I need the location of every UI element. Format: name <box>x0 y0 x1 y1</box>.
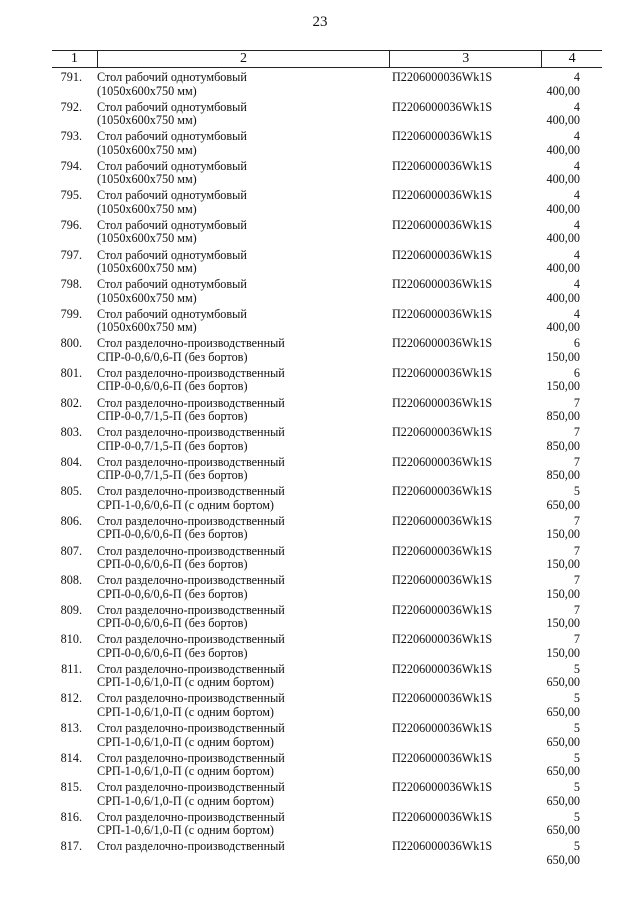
table-row <box>52 515 602 545</box>
item-name-line-1: Стол рабочий однотумбовый <box>97 99 247 114</box>
item-name-line-1: Стол разделочно-производственный <box>97 780 285 795</box>
item-name <box>96 308 382 338</box>
item-code: П2206000036Wk1S <box>392 129 493 144</box>
item-name <box>96 752 382 782</box>
item-price: 5 650,00 <box>546 809 580 838</box>
item-code: П2206000036Wk1S <box>392 395 493 410</box>
item-price: 5 650,00 <box>546 839 580 867</box>
table-row <box>52 604 602 634</box>
item-code: П2206000036Wk1S <box>392 809 493 824</box>
item-name <box>96 692 382 722</box>
item-name <box>96 722 382 752</box>
table-row <box>52 367 602 397</box>
item-name <box>96 101 382 131</box>
table-row <box>52 752 602 782</box>
item-name-line-2: СРП-0-0,6/0,6-П (без бортов) <box>97 645 248 660</box>
item-price: 4 400,00 <box>546 277 580 305</box>
item-code: П2206000036Wk1S <box>392 158 493 173</box>
row-number: 799. <box>60 306 82 321</box>
item-code: П2206000036Wk1S <box>392 632 493 647</box>
row-number: 811. <box>61 661 82 676</box>
item-name-line-2: СРП-1-0,6/1,0-П (с одним бортом) <box>97 675 274 690</box>
item-name-line-1: Стол разделочно-производственный <box>97 691 285 706</box>
item-price: 4 400,00 <box>546 306 580 335</box>
row-number: 807. <box>60 543 82 558</box>
item-name-line-1: Стол разделочно-производственный <box>97 365 285 380</box>
item-name-line-2: СРП-1-0,6/0,6-П (с одним бортом) <box>97 497 274 512</box>
table-row <box>52 722 602 752</box>
row-number: 812. <box>60 691 82 706</box>
item-price: 5 650,00 <box>546 484 580 512</box>
item-name-line-1: Стол разделочно-производственный <box>97 750 285 765</box>
table-row <box>52 160 602 190</box>
table-row <box>52 249 602 279</box>
item-name-line-1: Стол разделочно-производственный <box>97 543 285 558</box>
table-row <box>52 130 602 160</box>
item-name-line-2: СРП-0-0,6/0,6-П (без бортов) <box>97 586 248 601</box>
table-row <box>52 485 602 515</box>
item-price: 5 650,00 <box>546 750 580 779</box>
item-name-line-1: Стол разделочно-производственный <box>97 484 285 499</box>
item-price: 7 150,00 <box>546 602 580 631</box>
table-row <box>52 189 602 219</box>
table-row <box>52 663 602 693</box>
item-code: П2206000036Wk1S <box>392 188 493 203</box>
item-name-line-1: Стол разделочно-производственный <box>97 425 285 440</box>
item-name-line-1: Стол разделочно-производственный <box>97 336 285 351</box>
row-number: 805. <box>60 484 82 499</box>
item-name-line-2: СРП-0-0,6/0,6-П (без бортов) <box>97 557 248 571</box>
table-row <box>52 101 602 131</box>
item-name-line-2: СПР-0-0,7/1,5-П (без бортов) <box>97 409 248 424</box>
item-name <box>96 337 382 367</box>
item-code: П2206000036Wk1S <box>392 336 493 351</box>
item-name-line-1: Стол рабочий однотумбовый <box>97 306 247 321</box>
item-price: 5 650,00 <box>546 661 580 690</box>
item-name-line-1: Стол рабочий однотумбовый <box>97 188 247 203</box>
table-row <box>52 811 602 841</box>
item-name <box>96 663 382 693</box>
item-name-line-2: (1050x600x750 мм) <box>97 231 197 246</box>
page-number: 23 <box>312 14 328 30</box>
item-name-line-1: Стол разделочно-производственный <box>97 513 285 528</box>
item-name <box>96 219 382 249</box>
item-price: 7 150,00 <box>546 543 580 571</box>
table-row <box>52 781 602 811</box>
header-col-2: 2 <box>97 51 389 67</box>
row-number: 813. <box>60 721 82 736</box>
item-code: П2206000036Wk1S <box>392 573 493 588</box>
item-price: 4 400,00 <box>546 188 580 216</box>
item-price: 4 400,00 <box>546 247 580 276</box>
item-code: П2206000036Wk1S <box>392 365 493 380</box>
item-name-line-2: (1050x600x750 мм) <box>97 142 197 157</box>
item-name <box>96 397 382 427</box>
row-number: 792. <box>60 99 82 114</box>
item-price: 7 850,00 <box>546 454 580 483</box>
item-price: 4 400,00 <box>546 217 580 246</box>
table-row <box>52 456 602 486</box>
item-name-line-1: Стол разделочно-производственный <box>97 602 285 617</box>
row-number: 809. <box>60 602 82 617</box>
item-name-line-1: Стол рабочий однотумбовый <box>97 247 247 262</box>
item-price: 6 150,00 <box>546 365 580 394</box>
row-number: 796. <box>60 217 82 232</box>
item-price: 7 850,00 <box>546 425 580 453</box>
row-number: 803. <box>60 425 82 440</box>
item-name-line-1: Стол рабочий однотумбовый <box>97 277 247 292</box>
item-name-line-2: СРП-1-0,6/1,0-П (с одним бортом) <box>97 734 274 749</box>
item-price: 5 650,00 <box>546 691 580 719</box>
row-number: 815. <box>60 780 82 795</box>
item-name-line-2: (1050x600x750 мм) <box>97 290 197 305</box>
item-name <box>96 130 382 160</box>
table-row <box>52 574 602 604</box>
item-name-line-2: СРП-0-0,6/0,6-П (без бортов) <box>97 616 248 631</box>
row-number: 794. <box>60 158 82 173</box>
item-name <box>96 515 382 545</box>
item-name-line-2: СПР-0-0,7/1,5-П (без бортов) <box>97 438 248 453</box>
item-name-line-1: Стол рабочий однотумбовый <box>97 158 247 173</box>
row-number: 806. <box>60 513 82 528</box>
row-number: 816. <box>60 809 82 824</box>
row-number: 800. <box>60 336 82 351</box>
item-name-line-1: Стол рабочий однотумбовый <box>97 70 247 84</box>
item-name <box>96 811 382 841</box>
item-name-line-2: (1050x600x750 мм) <box>97 113 197 128</box>
item-name-line-2: СРП-1-0,6/1,0-П (с одним бортом) <box>97 764 274 779</box>
item-price: 4 400,00 <box>546 99 580 128</box>
item-name-line-2: (1050x600x750 мм) <box>97 320 197 335</box>
item-name-line-1: Стол рабочий однотумбовый <box>97 129 247 144</box>
header-col-3: 3 <box>389 51 541 67</box>
row-number: 802. <box>60 395 82 410</box>
item-name-line-1: Стол разделочно-производственный <box>97 809 285 824</box>
item-name <box>96 633 382 663</box>
item-name-line-2: (1050x600x750 мм) <box>97 201 197 216</box>
item-name-line-2: СРП-1-0,6/1,0-П (с одним бортом) <box>97 823 274 838</box>
item-name-line-1: Стол разделочно-производственный <box>97 839 285 854</box>
item-code: П2206000036Wk1S <box>392 306 493 321</box>
row-number: 791. <box>60 70 82 84</box>
item-name-line-2: СПР-0-0,6/0,6-П (без бортов) <box>97 349 248 364</box>
row-number: 795. <box>60 188 82 203</box>
item-name <box>96 426 382 456</box>
item-code: П2206000036Wk1S <box>392 247 493 262</box>
item-price: 5 650,00 <box>546 721 580 749</box>
row-number: 798. <box>60 277 82 292</box>
table-row <box>52 278 602 308</box>
item-code: П2206000036Wk1S <box>392 425 493 440</box>
item-code: П2206000036Wk1S <box>392 513 493 528</box>
item-name-line-2: СРП-1-0,6/1,0-П (с одним бортом) <box>97 704 274 719</box>
table-row <box>52 397 602 427</box>
row-number: 804. <box>60 454 82 469</box>
item-name <box>96 574 382 604</box>
item-name-line-1: Стол разделочно-производственный <box>97 573 285 588</box>
item-price: 6 150,00 <box>546 336 580 364</box>
table-row <box>52 840 602 870</box>
table-row <box>52 71 602 101</box>
item-code: П2206000036Wk1S <box>392 217 493 232</box>
row-number: 801. <box>60 365 82 380</box>
item-price: 7 850,00 <box>546 395 580 424</box>
item-name-line-1: Стол разделочно-производственный <box>97 721 285 736</box>
item-code: П2206000036Wk1S <box>392 750 493 765</box>
item-name <box>96 278 382 308</box>
header-col-1: 1 <box>70 51 78 66</box>
item-price: 4 400,00 <box>546 70 580 98</box>
table-row <box>52 692 602 722</box>
item-name-line-2: (1050x600x750 мм) <box>97 261 197 276</box>
item-name <box>96 840 382 870</box>
item-code: П2206000036Wk1S <box>392 721 493 736</box>
item-code: П2206000036Wk1S <box>392 99 493 114</box>
item-name-line-2: (1050x600x750 мм) <box>97 83 197 98</box>
item-name <box>96 456 382 486</box>
item-name-line-1: Стол разделочно-производственный <box>97 454 285 469</box>
item-code: П2206000036Wk1S <box>392 839 493 854</box>
row-number: 810. <box>60 632 82 647</box>
item-code: П2206000036Wk1S <box>392 661 493 676</box>
item-name <box>96 367 382 397</box>
item-price: 7 150,00 <box>546 632 580 660</box>
row-number: 808. <box>60 573 82 588</box>
item-name <box>96 545 382 575</box>
row-number: 797. <box>60 247 82 262</box>
item-name-line-2: (1050x600x750 мм) <box>97 172 197 187</box>
item-name-line-1: Стол разделочно-производственный <box>97 395 285 410</box>
item-name <box>96 189 382 219</box>
item-name <box>96 71 382 101</box>
item-name-line-2: СРП-0-0,6/0,6-П (без бортов) <box>97 527 248 542</box>
item-name <box>96 604 382 634</box>
item-name <box>96 781 382 811</box>
item-code: П2206000036Wk1S <box>392 454 493 469</box>
item-name <box>96 249 382 279</box>
item-price: 4 400,00 <box>546 129 580 157</box>
table-row <box>52 219 602 249</box>
item-price: 4 400,00 <box>546 158 580 187</box>
row-number: 814. <box>60 750 82 765</box>
item-price: 7 150,00 <box>546 573 580 601</box>
item-code: П2206000036Wk1S <box>392 484 493 499</box>
item-code: П2206000036Wk1S <box>392 691 493 706</box>
table-row <box>52 426 602 456</box>
item-code: П2206000036Wk1S <box>392 780 493 795</box>
item-code: П2206000036Wk1S <box>392 543 493 558</box>
item-code: П2206000036Wk1S <box>392 277 493 292</box>
item-price: 7 150,00 <box>546 513 580 542</box>
table-row <box>52 337 602 367</box>
header-col-4: 4 <box>541 51 602 67</box>
price-table <box>52 50 602 870</box>
item-name-line-2: СПР-0-0,7/1,5-П (без бортов) <box>97 468 248 483</box>
item-code: П2206000036Wk1S <box>392 602 493 617</box>
item-code: П2206000036Wk1S <box>392 70 493 84</box>
table-header <box>52 50 602 68</box>
table-body <box>52 71 602 870</box>
item-name-line-1: Стол рабочий однотумбовый <box>97 217 247 232</box>
item-name-line-1: Стол разделочно-производственный <box>97 661 285 676</box>
item-name-line-1: Стол разделочно-производственный <box>97 632 285 647</box>
table-row <box>52 633 602 663</box>
table-row <box>52 308 602 338</box>
item-name-line-2: СРП-1-0,6/1,0-П (с одним бортом) <box>97 793 274 808</box>
item-price: 5 650,00 <box>546 780 580 808</box>
row-number: 793. <box>60 129 82 144</box>
item-name <box>96 485 382 515</box>
row-number: 817. <box>60 839 82 854</box>
item-name-line-2: СПР-0-0,6/0,6-П (без бортов) <box>97 379 248 394</box>
table-row <box>52 545 602 575</box>
item-name <box>96 160 382 190</box>
